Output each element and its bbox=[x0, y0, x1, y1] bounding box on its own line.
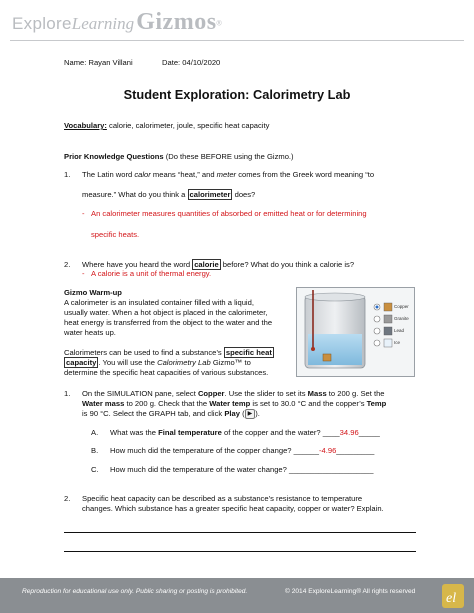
sim-c-line bbox=[110, 465, 373, 475]
prior-knowledge-heading bbox=[64, 152, 294, 162]
q1-text-d: measure.” What do you think a bbox=[82, 190, 188, 199]
sim-b-blank-post: _________ bbox=[336, 446, 375, 455]
sim-q1-number: 1. bbox=[64, 389, 71, 398]
sim-a-line bbox=[110, 428, 380, 438]
shc-q2-number: 2. bbox=[64, 494, 71, 503]
warmup-para1-l4: water heats up. bbox=[64, 328, 116, 337]
q1-line1 bbox=[82, 170, 422, 180]
vocabulary-label: Vocabulary: bbox=[64, 121, 107, 130]
sim-a-answer: 34.96 bbox=[339, 428, 359, 437]
sim-text-b: . Use the slider to set its bbox=[224, 389, 308, 398]
sim-c-letter: C. bbox=[91, 465, 99, 474]
gizmo-option-lead: Lead bbox=[394, 328, 405, 333]
footer-copyright: © 2014 ExploreLearning® All rights reserved bbox=[285, 588, 416, 595]
sim-text-g: ( bbox=[239, 409, 245, 418]
q2-bullet: - bbox=[82, 269, 85, 278]
q2-number: 2. bbox=[64, 260, 71, 269]
warmup-para2-l2 bbox=[64, 358, 251, 368]
vocabulary-terms: calorie, calorimeter, joule, specific heat capacity bbox=[106, 121, 270, 130]
q1-meter: meter bbox=[216, 170, 237, 179]
sim-play: Play bbox=[224, 409, 240, 418]
sim-text-d: to 200 g. Check that the bbox=[124, 399, 210, 408]
vocabulary-line bbox=[64, 121, 269, 131]
sim-text-a: On the SIMULATION pane, select bbox=[82, 389, 198, 398]
q1-answer-line1: An calorimeter measures quantities of absorbed or emitted heat or for determining bbox=[91, 209, 367, 218]
specific-heat-term: specific heat bbox=[225, 348, 272, 357]
page-title: Student Exploration: Calorimetry Lab bbox=[123, 87, 351, 102]
header-divider bbox=[10, 40, 464, 41]
footer-bar bbox=[0, 578, 474, 613]
student-name: Name: Rayan Villani bbox=[64, 58, 133, 67]
sim-text-c: to 200 g. Set the bbox=[326, 389, 385, 398]
brand-learning: Learning bbox=[71, 14, 135, 33]
gizmo-screenshot bbox=[296, 287, 415, 377]
sim-a-text-b: of the copper and the water? bbox=[221, 428, 323, 437]
q1-answer-line2: specific heats. bbox=[91, 230, 140, 239]
gizmo-option-granite: Granite bbox=[394, 316, 409, 321]
warmup-heading: Gizmo Warm-up bbox=[64, 288, 122, 297]
explorelearning-logo-icon bbox=[440, 582, 466, 610]
sim-a-letter: A. bbox=[91, 428, 99, 437]
q1-line2 bbox=[82, 190, 255, 200]
q1-calor: calor bbox=[134, 170, 151, 179]
q1-calorimeter-term: calorimeter bbox=[189, 190, 231, 199]
q2-text-b: before? What do you think a calorie is? bbox=[220, 260, 355, 269]
warmup-para1-l3: heat energy is transferred from the object to the water and the bbox=[64, 318, 273, 327]
gizmo-option-copper: Copper bbox=[394, 304, 409, 309]
sim-c-blank: ____________________ bbox=[288, 465, 374, 474]
sim-a-text-a: What was the bbox=[110, 428, 159, 437]
answer-line-1 bbox=[64, 532, 416, 533]
sim-text-h: ). bbox=[255, 409, 260, 418]
gizmo-option-ice: Ice bbox=[394, 340, 401, 345]
warmup-text-c: Gizmo™ to bbox=[210, 358, 251, 367]
sim-water-temp: Water temp bbox=[209, 399, 251, 408]
warmup-text-b: . You will use the bbox=[98, 358, 158, 367]
q1-number: 1. bbox=[64, 170, 71, 179]
sim-text-e: is set to 30.0 °C and the copper’s bbox=[250, 399, 367, 408]
warmup-text-a: Calorimeters can be used to find a substance’s bbox=[64, 348, 224, 357]
svg-text:el: el bbox=[446, 591, 457, 606]
brand-header bbox=[12, 6, 462, 40]
warmup-para1-l1: A calorimeter is an insulated container filled with a liquid, bbox=[64, 298, 254, 307]
date: Date: 04/10/2020 bbox=[162, 58, 221, 67]
sim-b-blank-pre: ______ bbox=[293, 446, 319, 455]
sim-b-answer: -4.96 bbox=[318, 446, 337, 455]
sim-q1-line1 bbox=[82, 389, 385, 399]
warmup-para2-l3: determine the specific heat capacities of various substances. bbox=[64, 368, 269, 377]
sim-temp: Temp bbox=[366, 399, 387, 408]
q1-text-c: comes from the Greek word meaning “to bbox=[236, 170, 375, 179]
prior-knowledge-note: (Do these BEFORE using the Gizmo.) bbox=[163, 152, 294, 161]
q2-text-a: Where have you heard the word bbox=[82, 260, 193, 269]
brand-explore: Explore bbox=[12, 14, 72, 33]
sim-text-f: is 90 °C. Select the GRAPH tab, and click bbox=[82, 409, 225, 418]
q1-bullet: - bbox=[82, 209, 85, 218]
sim-mass: Mass bbox=[307, 389, 327, 398]
sim-a-blank-pre: ____ bbox=[322, 428, 340, 437]
q1-text-b: means “heat,” and bbox=[150, 170, 217, 179]
warmup-para1-l2: usually water. When a hot object is placed in the calorimeter, bbox=[64, 308, 268, 317]
shc-q2-line1: Specific heat capacity can be described as a substance’s resistance to temperature bbox=[82, 494, 363, 503]
prior-knowledge-title: Prior Knowledge Questions bbox=[64, 152, 164, 161]
sim-b-text: How much did the temperature of the copper change? bbox=[110, 446, 294, 455]
brand-registered: ® bbox=[216, 20, 222, 28]
sim-copper: Copper bbox=[197, 389, 225, 398]
final-temperature-term: Final temperature bbox=[158, 428, 222, 437]
gizmo-name: Calorimetry Lab bbox=[157, 358, 211, 367]
q1-text-e: does? bbox=[232, 190, 256, 199]
footer-notice: Reproduction for educational use only. Public sharing or posting is prohibited. bbox=[22, 588, 248, 595]
q2-calorie-term: calorie bbox=[194, 260, 219, 269]
capacity-term: capacity bbox=[66, 358, 97, 367]
sim-q1-line2 bbox=[82, 399, 386, 409]
sim-a-blank-post: _____ bbox=[358, 428, 380, 437]
brand-gizmos: Gizmos bbox=[136, 9, 217, 35]
sim-q1-line3 bbox=[82, 409, 260, 419]
shc-q2-line2: changes. Which substance has a greater specific heat capacity, copper or water? Explain. bbox=[82, 504, 384, 513]
answer-line-2 bbox=[64, 551, 416, 552]
q2-answer: A calorie is a unit of thermal energy. bbox=[91, 269, 212, 278]
play-icon: ▶ bbox=[245, 409, 256, 419]
sim-b-letter: B. bbox=[91, 446, 99, 455]
sim-c-text: How much did the temperature of the water change? bbox=[110, 465, 289, 474]
sim-b-line bbox=[110, 446, 374, 456]
q1-text-a: The Latin word bbox=[82, 170, 135, 179]
sim-water-mass: Water mass bbox=[82, 399, 125, 408]
